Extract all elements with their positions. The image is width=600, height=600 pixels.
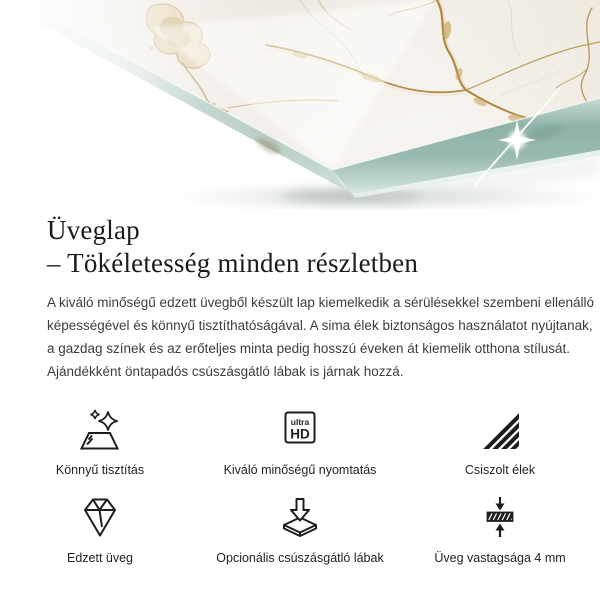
feature-label: Kiváló minőségű nyomtatás: [223, 463, 377, 477]
ultra-hd-icon: [276, 406, 324, 454]
ultra-hd-icon-text-top: ultra: [290, 417, 310, 427]
page-title: [47, 214, 553, 280]
feature-row-2: [0, 494, 600, 566]
polished-edges-icon: [476, 406, 524, 454]
description-line: Ajándékként öntapadós csúszásgátló lábak is járnak hozzá.: [47, 364, 404, 379]
anti-slip-feet-icon: [276, 494, 324, 542]
feature-glass-thickness: [400, 494, 600, 566]
feature-tempered-glass: [0, 494, 200, 566]
feature-polished-edges: [400, 406, 600, 478]
feature-anti-slip-feet: [200, 494, 400, 566]
feature-label: Üveg vastagsága 4 mm: [434, 551, 566, 565]
page-title-line2: – Tökéletesség minden részletben: [47, 248, 419, 278]
tempered-glass-diamond-icon: [76, 494, 124, 542]
feature-row-1: [0, 406, 600, 478]
product-hero-image: [0, 0, 600, 210]
feature-label: Edzett üveg: [66, 551, 133, 565]
feature-label: Könnyű tisztítás: [55, 463, 145, 477]
feature-ultra-hd-print: [200, 406, 400, 478]
marble-glass-plate-illustration: [0, 0, 600, 210]
description-line: A kiváló minőségű edzett üvegből készült lap kiemelkedik a sérülésekkel szembeni ellenálló: [47, 295, 595, 310]
easy-cleaning-icon: [76, 406, 124, 454]
product-description: [47, 291, 595, 383]
page-title-line1: Üveglap: [47, 215, 140, 245]
feature-grid: [0, 406, 600, 566]
description-line: a gazdag színek és az erőteljes minta pedig hosszú éveken át kiemelik otthona stílusát.: [47, 341, 571, 356]
description-line: képességével és könnyű tisztíthatóságával. A sima élek biztonságos használatot nyújtanak,: [47, 318, 593, 333]
glass-thickness-icon: [476, 494, 524, 542]
ultra-hd-icon-text-bottom: HD: [290, 426, 310, 442]
feature-label: Opcionális csúszásgátló lábak: [216, 551, 384, 565]
feature-label: Csiszolt élek: [464, 463, 536, 477]
feature-easy-cleaning: [0, 406, 200, 478]
